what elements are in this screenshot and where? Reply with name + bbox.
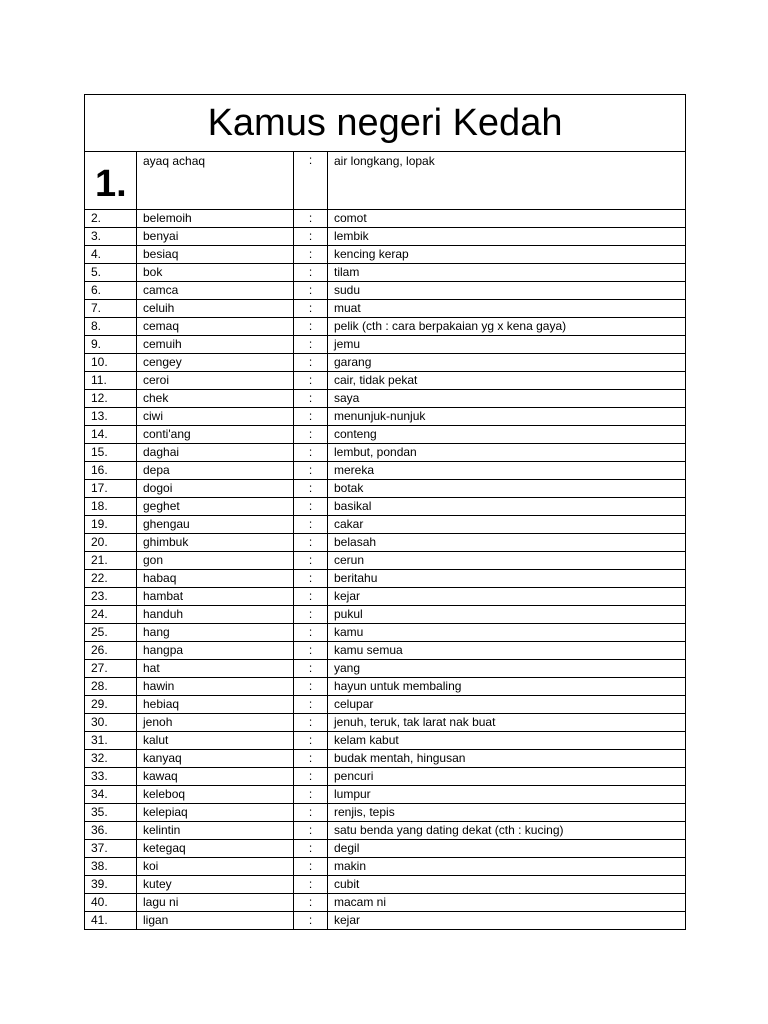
entry-word: kelintin bbox=[137, 822, 294, 840]
entry-number: 28. bbox=[85, 678, 137, 696]
entry-meaning: sudu bbox=[328, 282, 686, 300]
table-row bbox=[85, 732, 686, 750]
entry-word: ligan bbox=[137, 912, 294, 930]
entry-separator: : bbox=[294, 444, 328, 462]
entry-word: hat bbox=[137, 660, 294, 678]
table-row bbox=[85, 786, 686, 804]
entry-number: 6. bbox=[85, 282, 137, 300]
entry-meaning: mereka bbox=[328, 462, 686, 480]
entry-meaning: garang bbox=[328, 354, 686, 372]
table-row bbox=[85, 534, 686, 552]
dictionary-table bbox=[84, 94, 686, 930]
entry-separator: : bbox=[294, 480, 328, 498]
entry-word: conti'ang bbox=[137, 426, 294, 444]
entry-word: chek bbox=[137, 390, 294, 408]
entry-meaning: lembut, pondan bbox=[328, 444, 686, 462]
entry-separator: : bbox=[294, 822, 328, 840]
entry-meaning: yang bbox=[328, 660, 686, 678]
entry-number: 22. bbox=[85, 570, 137, 588]
entry-separator: : bbox=[294, 152, 328, 210]
entry-separator: : bbox=[294, 804, 328, 822]
table-row bbox=[85, 264, 686, 282]
entry-meaning: lumpur bbox=[328, 786, 686, 804]
entry-number: 38. bbox=[85, 858, 137, 876]
entry-separator: : bbox=[294, 354, 328, 372]
entry-separator: : bbox=[294, 210, 328, 228]
table-row bbox=[85, 768, 686, 786]
table-row bbox=[85, 354, 686, 372]
entry-meaning: degil bbox=[328, 840, 686, 858]
entry-meaning: macam ni bbox=[328, 894, 686, 912]
entry-number: 26. bbox=[85, 642, 137, 660]
entry-meaning: jenuh, teruk, tak larat nak buat bbox=[328, 714, 686, 732]
entry-number: 10. bbox=[85, 354, 137, 372]
entry-meaning: renjis, tepis bbox=[328, 804, 686, 822]
entry-number: 25. bbox=[85, 624, 137, 642]
dictionary-body bbox=[85, 95, 686, 930]
table-row bbox=[85, 714, 686, 732]
entry-number: 3. bbox=[85, 228, 137, 246]
entry-number: 9. bbox=[85, 336, 137, 354]
entry-separator: : bbox=[294, 786, 328, 804]
entry-number: 27. bbox=[85, 660, 137, 678]
entry-separator: : bbox=[294, 300, 328, 318]
entry-meaning: botak bbox=[328, 480, 686, 498]
table-row bbox=[85, 480, 686, 498]
entry-separator: : bbox=[294, 678, 328, 696]
entry-separator: : bbox=[294, 894, 328, 912]
entry-word: hambat bbox=[137, 588, 294, 606]
entry-meaning: cubit bbox=[328, 876, 686, 894]
entry-number: 13. bbox=[85, 408, 137, 426]
entry-separator: : bbox=[294, 660, 328, 678]
table-row bbox=[85, 498, 686, 516]
entry-word: habaq bbox=[137, 570, 294, 588]
entry-word: ayaq achaq bbox=[137, 152, 294, 210]
entry-word: depa bbox=[137, 462, 294, 480]
table-row bbox=[85, 570, 686, 588]
table-row bbox=[85, 372, 686, 390]
entry-word: celuih bbox=[137, 300, 294, 318]
entry-separator: : bbox=[294, 876, 328, 894]
table-row bbox=[85, 894, 686, 912]
entry-number: 18. bbox=[85, 498, 137, 516]
entry-number: 7. bbox=[85, 300, 137, 318]
entry-word: keleboq bbox=[137, 786, 294, 804]
entry-meaning: cakar bbox=[328, 516, 686, 534]
entry-meaning: kencing kerap bbox=[328, 246, 686, 264]
entry-meaning: lembik bbox=[328, 228, 686, 246]
entry-word: besiaq bbox=[137, 246, 294, 264]
entry-separator: : bbox=[294, 246, 328, 264]
entry-meaning: kejar bbox=[328, 588, 686, 606]
table-row bbox=[85, 858, 686, 876]
entry-meaning: air longkang, lopak bbox=[328, 152, 686, 210]
entry-number: 16. bbox=[85, 462, 137, 480]
entry-separator: : bbox=[294, 282, 328, 300]
entry-word: kalut bbox=[137, 732, 294, 750]
entry-word: gon bbox=[137, 552, 294, 570]
entry-meaning: cerun bbox=[328, 552, 686, 570]
entry-meaning: menunjuk-nunjuk bbox=[328, 408, 686, 426]
entry-meaning: kelam kabut bbox=[328, 732, 686, 750]
entry-separator: : bbox=[294, 624, 328, 642]
entry-meaning: pukul bbox=[328, 606, 686, 624]
entry-meaning: pencuri bbox=[328, 768, 686, 786]
table-row bbox=[85, 804, 686, 822]
entry-meaning: jemu bbox=[328, 336, 686, 354]
entry-separator: : bbox=[294, 462, 328, 480]
entry-number: 21. bbox=[85, 552, 137, 570]
entry-word: camca bbox=[137, 282, 294, 300]
table-row bbox=[85, 624, 686, 642]
entry-number: 19. bbox=[85, 516, 137, 534]
entry-meaning: pelik (cth : cara berpakaian yg x kena gaya) bbox=[328, 318, 686, 336]
entry-number: 37. bbox=[85, 840, 137, 858]
entry-word: ketegaq bbox=[137, 840, 294, 858]
entry-meaning: budak mentah, hingusan bbox=[328, 750, 686, 768]
entry-word: belemoih bbox=[137, 210, 294, 228]
entry-separator: : bbox=[294, 768, 328, 786]
entry-word: benyai bbox=[137, 228, 294, 246]
entry-separator: : bbox=[294, 390, 328, 408]
table-row bbox=[85, 318, 686, 336]
entry-separator: : bbox=[294, 264, 328, 282]
entry-number: 36. bbox=[85, 822, 137, 840]
table-row bbox=[85, 246, 686, 264]
entry-separator: : bbox=[294, 552, 328, 570]
table-row bbox=[85, 840, 686, 858]
table-row bbox=[85, 300, 686, 318]
entry-number: 39. bbox=[85, 876, 137, 894]
entry-word: kutey bbox=[137, 876, 294, 894]
entry-number: 30. bbox=[85, 714, 137, 732]
entry-separator: : bbox=[294, 426, 328, 444]
table-row bbox=[85, 822, 686, 840]
entry-number: 24. bbox=[85, 606, 137, 624]
entry-number: 35. bbox=[85, 804, 137, 822]
table-row bbox=[85, 516, 686, 534]
entry-separator: : bbox=[294, 696, 328, 714]
table-row bbox=[85, 228, 686, 246]
entry-number: 31. bbox=[85, 732, 137, 750]
entry-number: 17. bbox=[85, 480, 137, 498]
entry-separator: : bbox=[294, 642, 328, 660]
table-row bbox=[85, 282, 686, 300]
entry-meaning: kamu bbox=[328, 624, 686, 642]
entry-number: 4. bbox=[85, 246, 137, 264]
entry-word: daghai bbox=[137, 444, 294, 462]
entry-word: ceroi bbox=[137, 372, 294, 390]
dictionary-sheet bbox=[84, 94, 685, 930]
entry-word: ciwi bbox=[137, 408, 294, 426]
entry-meaning: muat bbox=[328, 300, 686, 318]
entry-meaning: kejar bbox=[328, 912, 686, 930]
entry-number: 34. bbox=[85, 786, 137, 804]
entry-word: jenoh bbox=[137, 714, 294, 732]
entry-word: kelepiaq bbox=[137, 804, 294, 822]
entry-meaning: celupar bbox=[328, 696, 686, 714]
entry-word: dogoi bbox=[137, 480, 294, 498]
entry-separator: : bbox=[294, 318, 328, 336]
entry-number: 32. bbox=[85, 750, 137, 768]
entry-separator: : bbox=[294, 570, 328, 588]
entry-number: 2. bbox=[85, 210, 137, 228]
entry-separator: : bbox=[294, 714, 328, 732]
entry-meaning: basikal bbox=[328, 498, 686, 516]
table-row bbox=[85, 678, 686, 696]
entry-word: ghimbuk bbox=[137, 534, 294, 552]
entry-meaning: makin bbox=[328, 858, 686, 876]
page-title: Kamus negeri Kedah bbox=[85, 95, 686, 152]
entry-number: 33. bbox=[85, 768, 137, 786]
entry-word: cengey bbox=[137, 354, 294, 372]
entry-number: 41. bbox=[85, 912, 137, 930]
table-row bbox=[85, 642, 686, 660]
entry-number: 40. bbox=[85, 894, 137, 912]
entry-meaning: kamu semua bbox=[328, 642, 686, 660]
entry-meaning: cair, tidak pekat bbox=[328, 372, 686, 390]
entry-meaning: beritahu bbox=[328, 570, 686, 588]
entry-separator: : bbox=[294, 606, 328, 624]
entry-word: hang bbox=[137, 624, 294, 642]
entry-word: handuh bbox=[137, 606, 294, 624]
entry-separator: : bbox=[294, 534, 328, 552]
entry-word: geghet bbox=[137, 498, 294, 516]
table-row bbox=[85, 462, 686, 480]
entry-meaning: comot bbox=[328, 210, 686, 228]
entry-separator: : bbox=[294, 372, 328, 390]
entry-meaning: belasah bbox=[328, 534, 686, 552]
table-row bbox=[85, 588, 686, 606]
entry-separator: : bbox=[294, 912, 328, 930]
entry-separator: : bbox=[294, 732, 328, 750]
entry-separator: : bbox=[294, 840, 328, 858]
entry-number: 14. bbox=[85, 426, 137, 444]
title-row bbox=[85, 95, 686, 152]
entry-meaning: satu benda yang dating dekat (cth : kucing) bbox=[328, 822, 686, 840]
table-row bbox=[85, 408, 686, 426]
entry-number: 11. bbox=[85, 372, 137, 390]
entry-number: 29. bbox=[85, 696, 137, 714]
entry-separator: : bbox=[294, 408, 328, 426]
table-row bbox=[85, 426, 686, 444]
entry-word: kanyaq bbox=[137, 750, 294, 768]
table-row bbox=[85, 876, 686, 894]
entry-word: hangpa bbox=[137, 642, 294, 660]
entry-separator: : bbox=[294, 336, 328, 354]
entry-meaning: hayun untuk membaling bbox=[328, 678, 686, 696]
entry-word: cemuih bbox=[137, 336, 294, 354]
entry-number: 12. bbox=[85, 390, 137, 408]
entry-word: cemaq bbox=[137, 318, 294, 336]
entry-word: ghengau bbox=[137, 516, 294, 534]
entry-meaning: conteng bbox=[328, 426, 686, 444]
entry-number: 1. bbox=[85, 152, 137, 210]
entry-number: 23. bbox=[85, 588, 137, 606]
entry-separator: : bbox=[294, 498, 328, 516]
entry-separator: : bbox=[294, 588, 328, 606]
entry-word: hebiaq bbox=[137, 696, 294, 714]
entry-word: kawaq bbox=[137, 768, 294, 786]
entry-separator: : bbox=[294, 516, 328, 534]
table-row bbox=[85, 336, 686, 354]
table-row bbox=[85, 660, 686, 678]
entry-word: lagu ni bbox=[137, 894, 294, 912]
entry-meaning: saya bbox=[328, 390, 686, 408]
entry-word: koi bbox=[137, 858, 294, 876]
table-row bbox=[85, 152, 686, 210]
table-row bbox=[85, 390, 686, 408]
table-row bbox=[85, 750, 686, 768]
entry-separator: : bbox=[294, 858, 328, 876]
entry-separator: : bbox=[294, 750, 328, 768]
table-row bbox=[85, 210, 686, 228]
table-row bbox=[85, 606, 686, 624]
table-row bbox=[85, 912, 686, 930]
entry-word: hawin bbox=[137, 678, 294, 696]
table-row bbox=[85, 444, 686, 462]
table-row bbox=[85, 696, 686, 714]
entry-number: 5. bbox=[85, 264, 137, 282]
entry-word: bok bbox=[137, 264, 294, 282]
entry-meaning: tilam bbox=[328, 264, 686, 282]
entry-number: 8. bbox=[85, 318, 137, 336]
entry-separator: : bbox=[294, 228, 328, 246]
table-row bbox=[85, 552, 686, 570]
entry-number: 20. bbox=[85, 534, 137, 552]
entry-number: 15. bbox=[85, 444, 137, 462]
